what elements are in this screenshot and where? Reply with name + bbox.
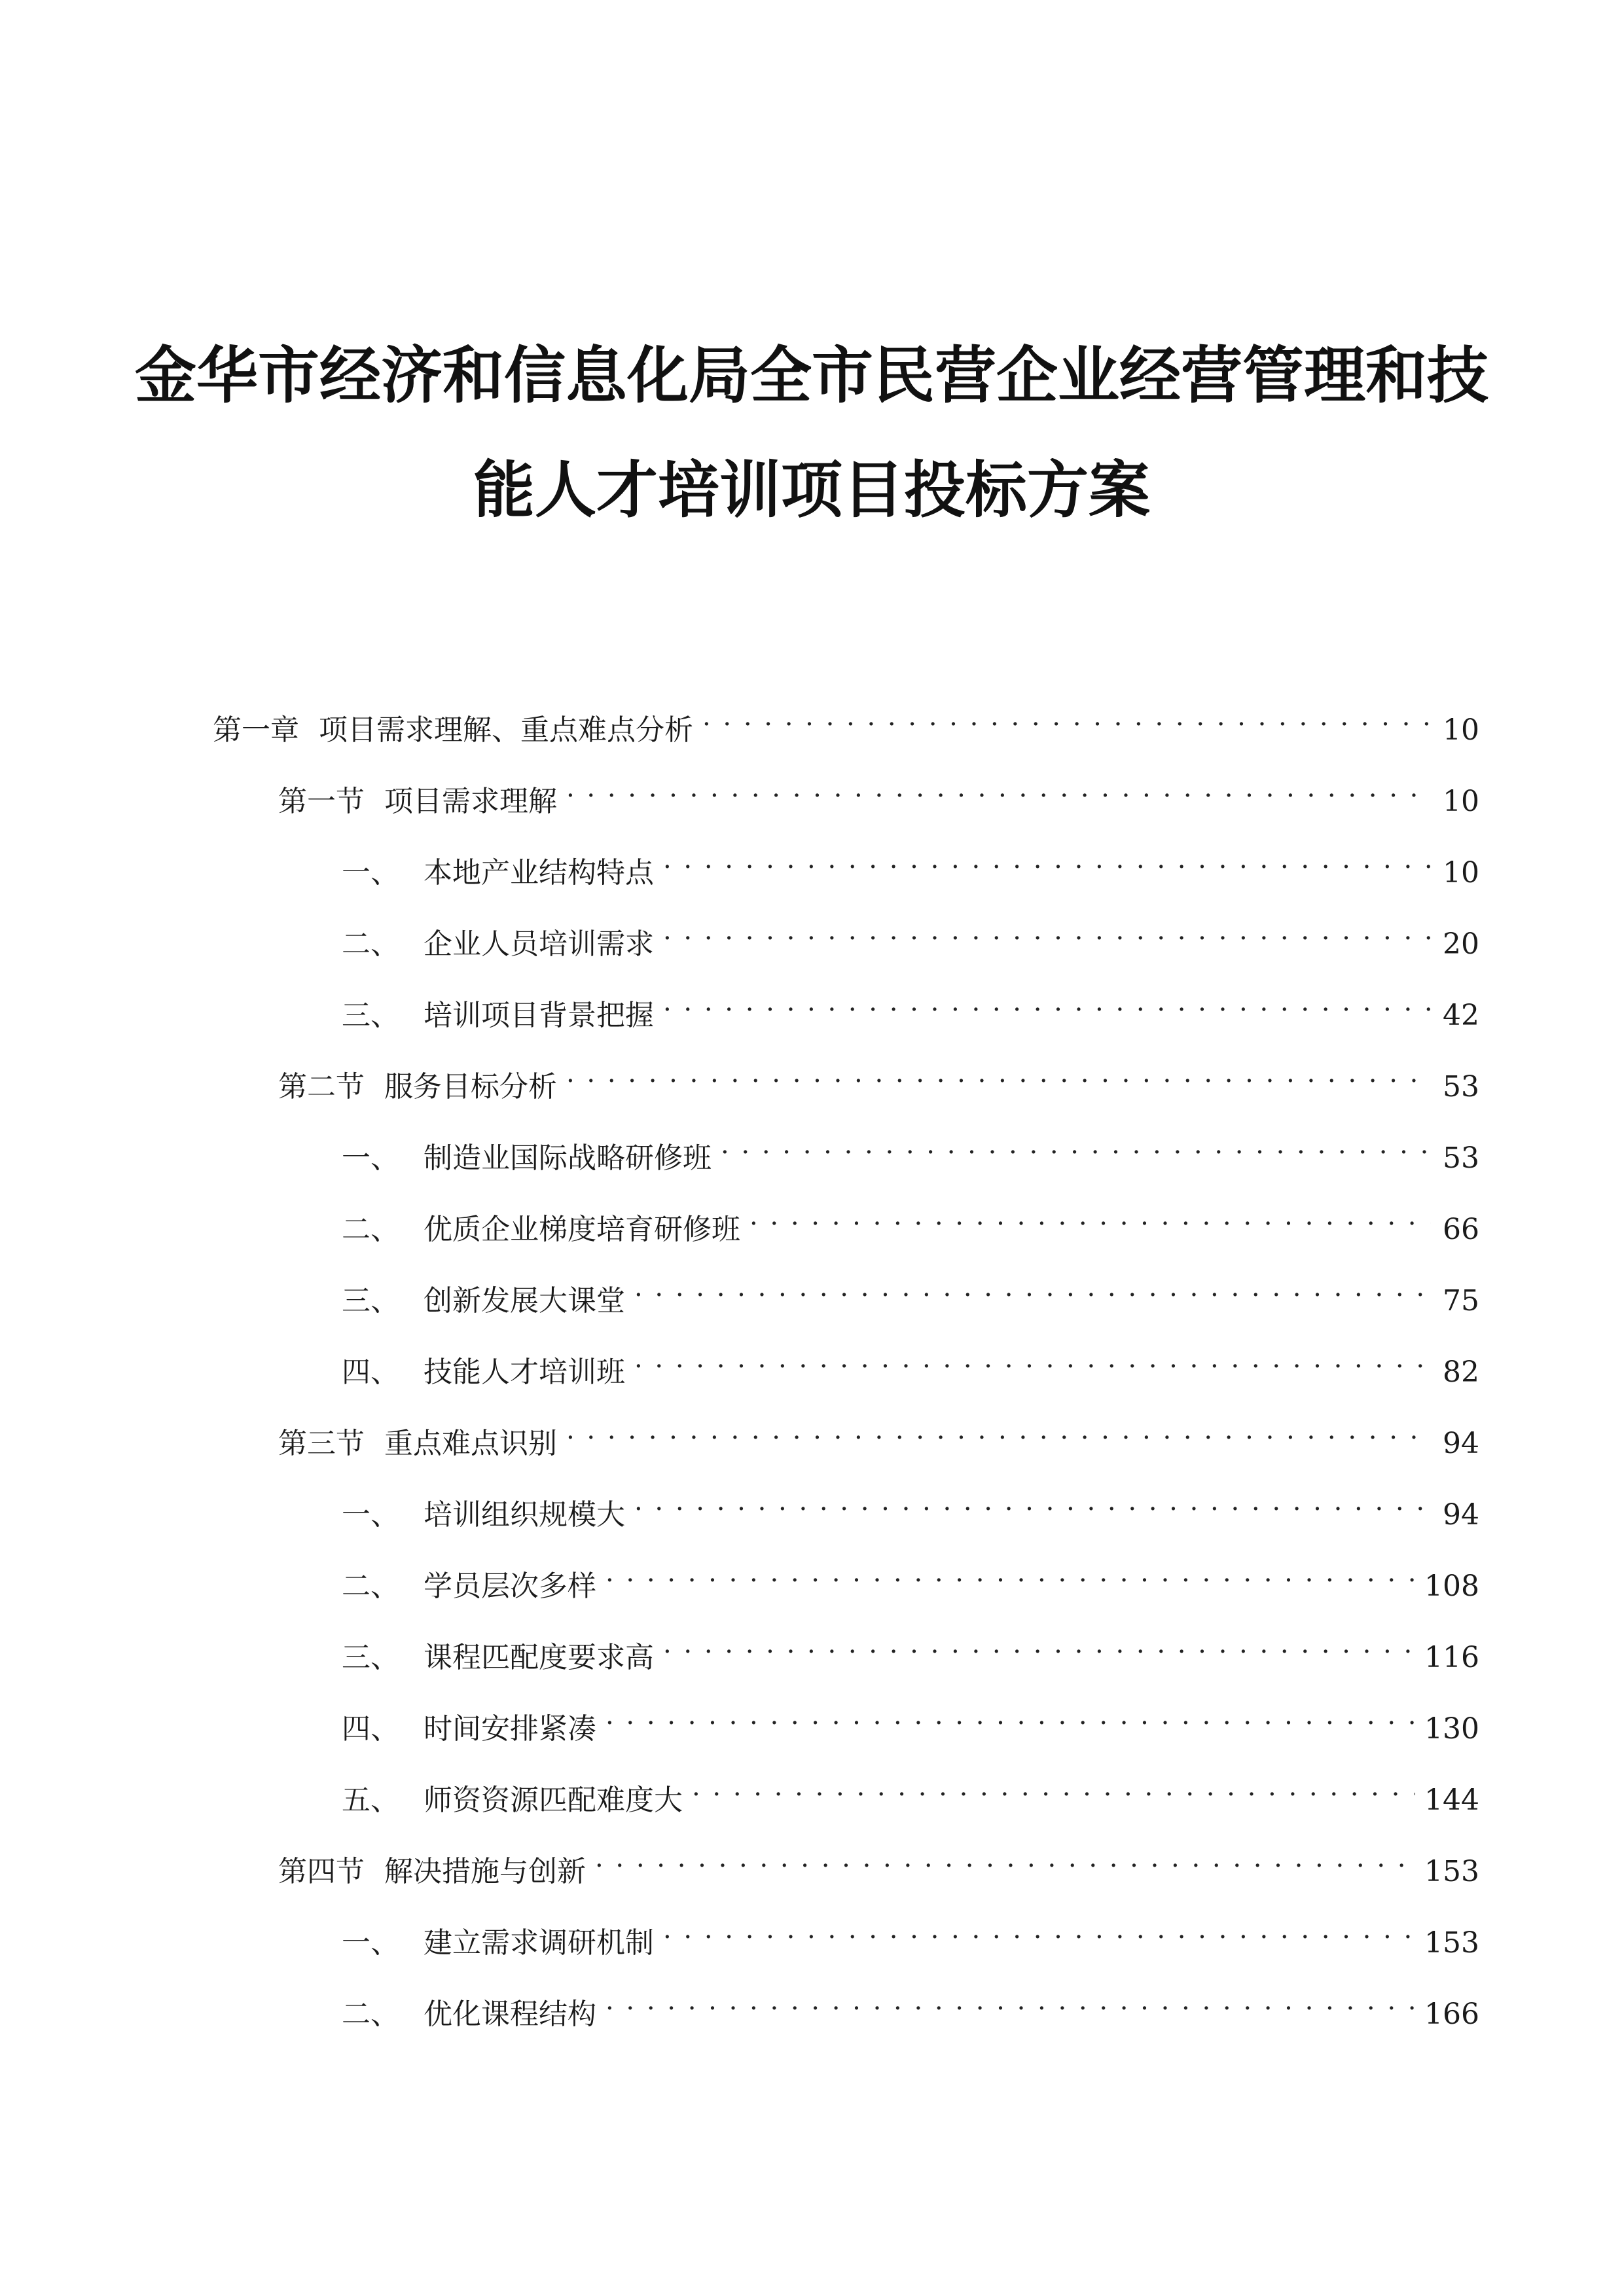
toc-entry-label: 课程匹配度要求高 <box>424 1641 654 1674</box>
toc-dot-leader <box>721 1122 1431 1168</box>
toc-entry-page: 75 <box>1443 1284 1479 1318</box>
toc-entry-number: 第一节 <box>278 785 365 818</box>
toc-entry-number: 一、 <box>342 1926 399 1960</box>
toc-entry[interactable] <box>342 908 1479 961</box>
toc-entry-number: 二、 <box>342 927 399 961</box>
document-title-line-2: 能人才培训项目投标方案 <box>473 455 1150 526</box>
toc-entry-number: 三、 <box>342 1641 399 1674</box>
toc-entry-label: 学员层次多样 <box>424 1570 596 1603</box>
toc-entry[interactable] <box>342 1265 1479 1318</box>
toc-dot-leader <box>663 836 1431 882</box>
toc-entry-label: 重点难点识别 <box>384 1427 557 1460</box>
toc-entry[interactable] <box>342 1479 1479 1532</box>
toc-entry-page: 66 <box>1443 1213 1479 1246</box>
toc-entry-page: 144 <box>1424 1784 1479 1817</box>
toc-entry-page: 130 <box>1424 1712 1479 1746</box>
toc-entry[interactable] <box>342 1550 1479 1603</box>
toc-dot-leader <box>566 765 1431 811</box>
toc-entry[interactable] <box>342 1621 1479 1674</box>
toc-entry-label: 项目需求理解 <box>384 785 557 818</box>
toc-entry-label: 培训项目背景把握 <box>424 999 654 1032</box>
toc-entry-number: 第二节 <box>278 1070 365 1103</box>
toc-entry-page: 166 <box>1424 1998 1479 2031</box>
toc-entry-number: 三、 <box>342 999 399 1032</box>
toc-entry[interactable] <box>278 765 1479 818</box>
toc-entry-number: 三、 <box>342 1284 399 1318</box>
toc-dot-leader <box>663 1621 1415 1667</box>
toc-entry-page: 116 <box>1424 1641 1479 1674</box>
toc-dot-leader <box>634 1479 1431 1524</box>
toc-entry-page: 82 <box>1443 1355 1479 1389</box>
toc-dot-leader <box>692 1764 1415 1810</box>
toc-entry-label: 制造业国际战略研修班 <box>424 1141 712 1175</box>
toc-entry[interactable] <box>342 1907 1479 1960</box>
toc-entry-label: 企业人员培训需求 <box>424 927 654 961</box>
toc-entry-label: 服务目标分析 <box>384 1070 557 1103</box>
toc-entry[interactable] <box>278 1835 1479 1888</box>
toc-entry-label: 项目需求理解、重点难点分析 <box>319 713 693 747</box>
toc-entry-label: 本地产业结构特点 <box>424 856 654 889</box>
toc-dot-leader <box>663 1907 1415 1952</box>
toc-entry[interactable] <box>342 1193 1479 1246</box>
toc-entry-page: 153 <box>1424 1926 1479 1960</box>
toc-entry-page: 42 <box>1443 999 1479 1032</box>
toc-entry-page: 20 <box>1443 927 1479 961</box>
toc-entry-page: 108 <box>1424 1570 1479 1603</box>
toc-entry[interactable] <box>278 1050 1479 1103</box>
toc-entry-page: 10 <box>1443 856 1479 889</box>
toc-entry-number: 二、 <box>342 1570 399 1603</box>
toc-entry-page: 10 <box>1443 713 1479 747</box>
toc-dot-leader <box>663 908 1431 954</box>
toc-dot-leader <box>566 1407 1431 1453</box>
toc-entry-page: 10 <box>1443 785 1479 818</box>
toc-entry-number: 第一章 <box>213 713 299 747</box>
toc-entry-page: 53 <box>1443 1141 1479 1175</box>
toc-entry-label: 创新发展大课堂 <box>424 1284 625 1318</box>
toc-dot-leader <box>595 1835 1415 1881</box>
toc-entry[interactable] <box>278 1407 1479 1460</box>
toc-entry-number: 二、 <box>342 1998 399 2031</box>
toc-dot-leader <box>566 1050 1431 1096</box>
toc-entry-page: 94 <box>1443 1427 1479 1460</box>
toc-entry-number: 二、 <box>342 1213 399 1246</box>
toc-entry[interactable] <box>342 1336 1479 1389</box>
toc-entry-number: 四、 <box>342 1712 399 1746</box>
toc-dot-leader <box>605 1978 1415 2024</box>
toc-entry[interactable] <box>342 1978 1479 2031</box>
toc-entry-page: 53 <box>1443 1070 1479 1103</box>
toc-dot-leader <box>605 1550 1415 1596</box>
toc-entry-label: 师资资源匹配难度大 <box>424 1784 683 1817</box>
toc-dot-leader <box>634 1336 1431 1382</box>
toc-entry[interactable] <box>342 836 1479 889</box>
toc-entry-number: 四、 <box>342 1355 399 1389</box>
toc-entry-page: 94 <box>1443 1498 1479 1532</box>
toc-entry-label: 技能人才培训班 <box>424 1355 625 1389</box>
toc-entry-label: 解决措施与创新 <box>384 1855 586 1888</box>
toc-entry-label: 优化课程结构 <box>424 1998 596 2031</box>
toc-dot-leader <box>749 1193 1431 1239</box>
toc-entry[interactable] <box>342 979 1479 1032</box>
toc-entry-number: 一、 <box>342 1498 399 1532</box>
toc-entry-label: 时间安排紧凑 <box>424 1712 596 1746</box>
toc-entry-label: 优质企业梯度培育研修班 <box>424 1213 740 1246</box>
toc-dot-leader <box>605 1693 1415 1738</box>
toc-entry[interactable] <box>213 694 1479 747</box>
toc-entry-number: 第三节 <box>278 1427 365 1460</box>
toc-entry-number: 一、 <box>342 1141 399 1175</box>
toc-entry-number: 五、 <box>342 1784 399 1817</box>
document-title-line-1: 金华市经济和信息化局全市民营企业经营管理和技 <box>134 340 1489 412</box>
toc-entry-label: 培训组织规模大 <box>424 1498 625 1532</box>
toc-dot-leader <box>663 979 1431 1025</box>
toc-entry[interactable] <box>342 1122 1479 1175</box>
toc-entry-number: 第四节 <box>278 1855 365 1888</box>
toc-entry[interactable] <box>342 1764 1479 1817</box>
toc-dot-leader <box>702 694 1431 740</box>
toc-entry-page: 153 <box>1424 1855 1479 1888</box>
toc-entry-number: 一、 <box>342 856 399 889</box>
toc-entry-label: 建立需求调研机制 <box>424 1926 654 1960</box>
toc-dot-leader <box>634 1265 1431 1310</box>
toc-entry[interactable] <box>342 1693 1479 1746</box>
